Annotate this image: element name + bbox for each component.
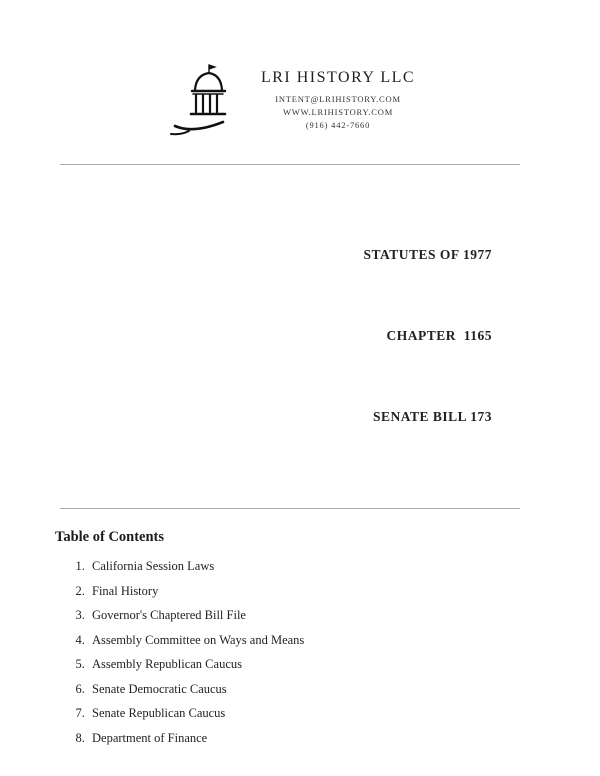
company-name: LRI HISTORY LLC — [260, 68, 416, 86]
toc-list — [0, 560, 600, 745]
statute-line-chapter: CHAPTER 1165 — [386, 328, 492, 343]
divider-top — [60, 164, 520, 165]
divider-bottom — [60, 508, 520, 509]
statute-line-bill: SENATE BILL 173 — [372, 409, 492, 424]
toc-item: 7. Senate Republican Caucus — [88, 707, 600, 720]
toc-item: 1. California Session Laws — [88, 560, 600, 573]
toc-item: 4. Assembly Committee on Ways and Means — [88, 634, 600, 647]
company-phone: (916) 442-7660 — [305, 119, 371, 130]
statute-line-statutes: STATUTES OF 1977 — [363, 247, 492, 262]
company-email: INTENT@LRIHISTORY.COM — [275, 93, 401, 104]
letterhead — [0, 62, 580, 138]
letterhead-text — [261, 69, 415, 132]
capitol-logo-icon — [165, 62, 237, 138]
toc-item: 2. Final History — [88, 585, 600, 598]
toc-item: 6. Senate Democratic Caucus — [88, 683, 600, 696]
company-website: WWW.LRIHISTORY.COM — [282, 106, 394, 117]
toc-item: 3. Governor's Chaptered Bill File — [88, 609, 600, 622]
toc-title: Table of Contents — [55, 529, 165, 545]
toc-item: 5. Assembly Republican Caucus — [88, 658, 600, 671]
statute-block — [0, 187, 492, 484]
toc-item: 8. Department of Finance — [88, 732, 600, 745]
